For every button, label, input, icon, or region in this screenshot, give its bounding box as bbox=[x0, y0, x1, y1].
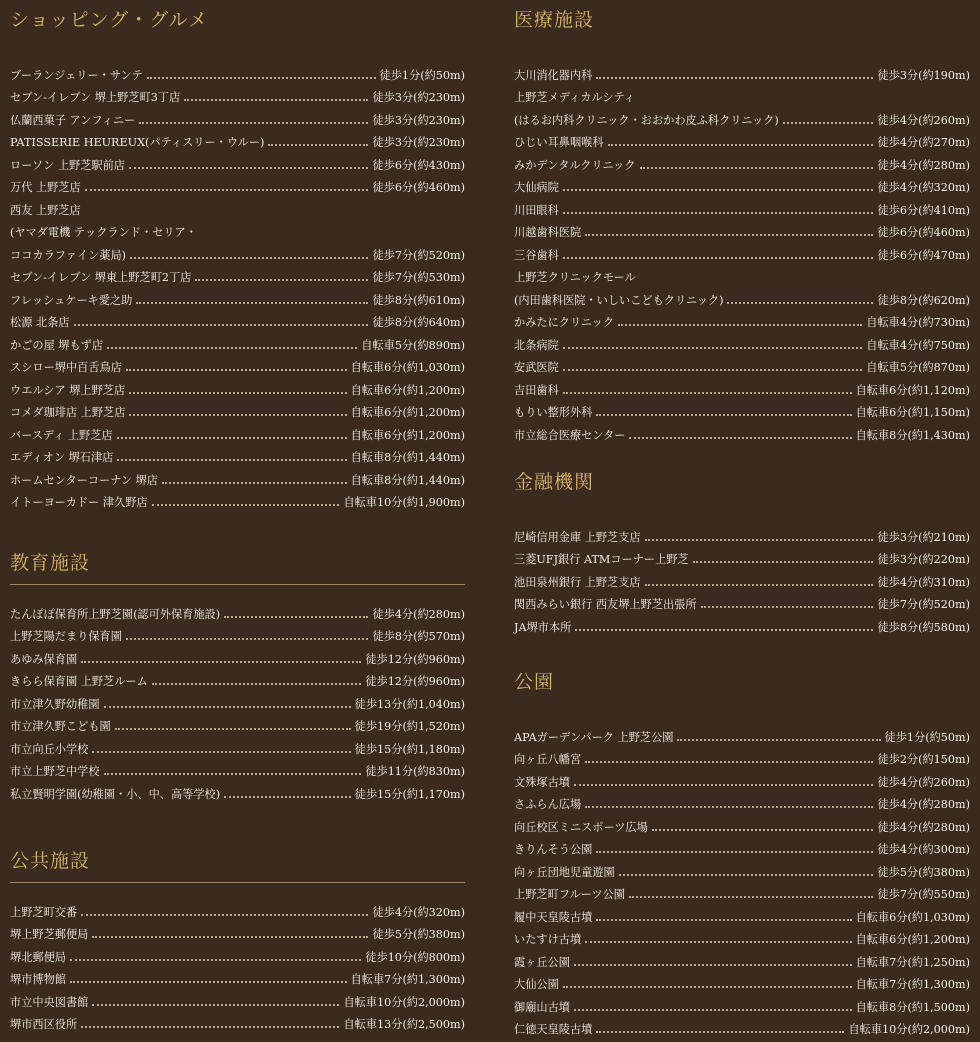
facility-distance: 徒歩1分(約50m) bbox=[379, 68, 465, 82]
facility-row bbox=[514, 83, 970, 106]
facility-distance: 徒歩6分(約430m) bbox=[372, 158, 465, 172]
facility-distance: 徒歩7分(約550m) bbox=[877, 888, 970, 901]
leader-dots bbox=[585, 941, 851, 943]
facility-name: ホームセンターコーナン 堺店 bbox=[10, 473, 158, 487]
facility-distance: 徒歩15分(約1,180m) bbox=[354, 742, 465, 756]
leader-dots bbox=[640, 167, 874, 169]
education-list bbox=[10, 599, 465, 802]
facility-distance: 自転車6分(約1,200m) bbox=[855, 933, 970, 946]
facility-name: PATISSERIE HEUREUX(パティスリー・ウルー) bbox=[10, 136, 265, 149]
public-list bbox=[10, 897, 465, 1032]
leader-dots bbox=[585, 234, 873, 236]
leader-dots bbox=[147, 77, 376, 79]
facility-distance: 徒歩8分(約610m) bbox=[372, 293, 465, 307]
facility-distance: 自転車6分(約1,120m) bbox=[855, 383, 970, 397]
leader-dots bbox=[585, 761, 873, 763]
facility-name: 堺上野芝郵便局 bbox=[10, 928, 89, 941]
facility-name: ローソン 上野芝駅前店 bbox=[10, 158, 125, 172]
facility-distance: 徒歩7分(約530m) bbox=[372, 271, 465, 284]
facility-name: きりんそう公園 bbox=[514, 843, 593, 856]
facility-distance: 徒歩4分(約280m) bbox=[877, 158, 970, 172]
leader-dots bbox=[618, 324, 862, 326]
facility-row bbox=[10, 353, 465, 376]
facility-row bbox=[514, 812, 970, 835]
leader-dots bbox=[85, 189, 369, 191]
leader-dots bbox=[152, 683, 362, 685]
facility-name: APAガーデンパーク 上野芝公園 bbox=[514, 730, 674, 744]
facility-row bbox=[514, 767, 970, 790]
facility-row bbox=[10, 195, 465, 218]
facility-name: かごの屋 堺もず店 bbox=[10, 338, 104, 352]
education-section bbox=[10, 549, 465, 802]
facility-name: ココカラファイン薬局) bbox=[10, 248, 127, 262]
facility-row bbox=[514, 353, 970, 376]
facility-name: 大川消化器内科 bbox=[514, 68, 593, 82]
facility-name: きらら保育園 上野芝ルーム bbox=[10, 675, 148, 688]
leader-dots bbox=[117, 459, 346, 461]
leader-dots bbox=[129, 392, 346, 394]
facility-name: たんぽぽ保育所上野芝園(認可外保育施設) bbox=[10, 607, 221, 621]
facility-distance: 自転車8分(約1,500m) bbox=[855, 1000, 970, 1014]
facility-name: イトーヨーカドー 津久野店 bbox=[10, 496, 148, 509]
leader-dots bbox=[129, 167, 368, 169]
leader-dots bbox=[701, 606, 874, 608]
facility-name: 川田眼科 bbox=[514, 203, 559, 217]
facility-row bbox=[514, 285, 970, 308]
leader-dots bbox=[677, 739, 880, 741]
facility-name: 上野芝陽だまり保育園 bbox=[10, 630, 122, 643]
parks-list bbox=[514, 722, 970, 1037]
facility-distance: 徒歩4分(約280m) bbox=[877, 820, 970, 834]
facility-row bbox=[514, 947, 970, 970]
leader-dots bbox=[224, 796, 351, 798]
facility-distance: 徒歩3分(約220m) bbox=[877, 553, 970, 566]
facility-row bbox=[10, 779, 465, 802]
leader-dots bbox=[126, 369, 347, 371]
facility-row bbox=[514, 398, 970, 421]
facility-distance: 自転車8分(約1,440m) bbox=[350, 473, 465, 487]
leader-dots bbox=[81, 661, 361, 663]
facility-row bbox=[514, 308, 970, 331]
facility-row bbox=[10, 173, 465, 196]
leader-dots bbox=[693, 561, 874, 563]
facility-name: (内田歯科医院・いしいこどもクリニック) bbox=[514, 293, 724, 307]
facility-name: (ヤマダ電機 テックランド・セリア・ bbox=[10, 226, 197, 239]
leader-dots bbox=[195, 279, 368, 281]
facility-distance: 徒歩8分(約620m) bbox=[877, 293, 970, 307]
leader-dots bbox=[596, 77, 873, 79]
facility-name: 上野芝メディカルシティ bbox=[514, 91, 635, 104]
facility-name: 西友 上野芝店 bbox=[10, 203, 81, 217]
leader-dots bbox=[563, 189, 874, 191]
facility-row bbox=[10, 308, 465, 331]
facility-row bbox=[10, 375, 465, 398]
facility-row bbox=[10, 443, 465, 466]
facility-row bbox=[10, 942, 465, 965]
leader-dots bbox=[596, 851, 873, 853]
facility-name: 大仙病院 bbox=[514, 181, 559, 194]
leader-dots bbox=[224, 616, 368, 618]
leader-dots bbox=[608, 144, 874, 146]
leader-dots bbox=[619, 874, 874, 876]
leader-dots bbox=[645, 584, 874, 586]
facility-name: 市立上野芝中学校 bbox=[10, 765, 100, 778]
facility-name: 池田泉州銀行 上野芝支店 bbox=[514, 575, 641, 589]
facility-distance: 自転車6分(約1,200m) bbox=[350, 383, 465, 397]
public-section bbox=[10, 847, 465, 1032]
facility-row bbox=[10, 285, 465, 308]
facility-name: 仁徳天皇陵古墳 bbox=[514, 1023, 593, 1036]
facility-distance: 自転車8分(約1,440m) bbox=[350, 451, 465, 464]
facility-row bbox=[10, 599, 465, 622]
facility-row bbox=[514, 992, 970, 1015]
leader-dots bbox=[126, 638, 369, 640]
facility-name: ひじい耳鼻咽喉科 bbox=[514, 136, 604, 149]
facility-row bbox=[10, 920, 465, 943]
facility-row bbox=[514, 567, 970, 590]
facility-distance: 徒歩6分(約460m) bbox=[372, 181, 465, 194]
section-title: 公共施設 bbox=[10, 850, 91, 872]
facility-row bbox=[514, 722, 970, 745]
facility-distance: 徒歩4分(約280m) bbox=[877, 798, 970, 811]
facility-row bbox=[10, 218, 465, 241]
facility-name: さふらん広場 bbox=[514, 798, 582, 811]
facility-row bbox=[514, 857, 970, 880]
facility-name: 上野芝クリニックモール bbox=[514, 271, 636, 284]
facility-name: 御廟山古墳 bbox=[514, 1000, 570, 1014]
facility-name: 向丘校区ミニスポーツ広場 bbox=[514, 820, 648, 834]
facility-name: セブン-イレブン 堺東上野芝町2丁店 bbox=[10, 271, 192, 284]
facility-row bbox=[514, 970, 970, 993]
facility-distance: 徒歩3分(約230m) bbox=[372, 113, 465, 127]
section-title: 教育施設 bbox=[10, 552, 91, 574]
section-title: 公園 bbox=[514, 671, 555, 693]
facility-name: 関西みらい銀行 西友堺上野芝出張所 bbox=[514, 598, 697, 611]
facility-row bbox=[514, 195, 970, 218]
facility-name: いたすけ古墳 bbox=[514, 933, 582, 946]
facility-row bbox=[514, 880, 970, 903]
leader-dots bbox=[107, 347, 357, 349]
facility-name: かみたにクリニック bbox=[514, 316, 615, 329]
facility-name: もりい整形外科 bbox=[514, 406, 593, 419]
facility-row bbox=[10, 488, 465, 511]
facility-row bbox=[514, 590, 970, 613]
facility-row bbox=[514, 925, 970, 948]
facility-distance: 自転車6分(約1,200m) bbox=[350, 428, 465, 442]
facility-distance: 徒歩7分(約520m) bbox=[372, 248, 465, 262]
facility-distance: 自転車5分(約870m) bbox=[866, 361, 970, 374]
leader-dots bbox=[596, 919, 851, 921]
facility-distance: 自転車13分(約2,500m) bbox=[343, 1018, 465, 1031]
leader-dots bbox=[117, 437, 347, 439]
leader-dots bbox=[92, 1004, 339, 1006]
facility-distance: 自転車6分(約1,030m) bbox=[855, 910, 970, 924]
facility-distance: 自転車5分(約890m) bbox=[361, 338, 465, 352]
facility-row bbox=[10, 105, 465, 128]
facility-name: 私立賢明学園(幼稚園・小、中、高等学校) bbox=[10, 787, 221, 801]
facility-name: 松源 北条店 bbox=[10, 316, 70, 329]
facility-row bbox=[514, 902, 970, 925]
facility-row bbox=[514, 330, 970, 353]
facility-row bbox=[10, 263, 465, 286]
facility-row bbox=[10, 150, 465, 173]
facility-row bbox=[10, 897, 465, 920]
leader-dots bbox=[585, 806, 873, 808]
facility-name: 吉田歯科 bbox=[514, 383, 559, 397]
facility-distance: 徒歩6分(約460m) bbox=[877, 226, 970, 239]
facility-name: 市立総合医療センター bbox=[514, 428, 626, 442]
leader-dots bbox=[563, 347, 862, 349]
facility-distance: 徒歩3分(約190m) bbox=[877, 68, 970, 82]
medical-list bbox=[514, 60, 970, 443]
leader-dots bbox=[92, 936, 368, 938]
section-divider bbox=[10, 584, 465, 585]
facility-name: 文殊塚古墳 bbox=[514, 775, 570, 789]
facility-distance: 徒歩4分(約320m) bbox=[372, 905, 465, 919]
section-title: 医療施設 bbox=[514, 9, 595, 31]
facility-name: 履中天皇陵古墳 bbox=[514, 910, 593, 924]
facility-row bbox=[514, 522, 970, 545]
facility-distance: 徒歩11分(約830m) bbox=[365, 765, 465, 778]
facility-row bbox=[514, 60, 970, 83]
leader-dots bbox=[563, 986, 852, 988]
facility-distance: 徒歩12分(約960m) bbox=[365, 675, 465, 688]
leader-dots bbox=[184, 99, 368, 101]
facility-name: スシロー堺中百舌鳥店 bbox=[10, 361, 122, 374]
facility-row bbox=[10, 240, 465, 263]
leader-dots bbox=[129, 414, 346, 416]
facility-distance: 徒歩2分(約150m) bbox=[877, 753, 970, 766]
facility-name: ブーランジェリー・サンテ bbox=[10, 68, 143, 82]
facility-name: 市立津久野こども園 bbox=[10, 720, 111, 733]
facility-distance: 自転車6分(約1,200m) bbox=[350, 406, 465, 419]
facility-row bbox=[10, 757, 465, 780]
facility-distance: 自転車8分(約1,430m) bbox=[855, 428, 970, 442]
facility-row bbox=[514, 790, 970, 813]
facility-distance: 徒歩4分(約260m) bbox=[877, 113, 970, 127]
facility-row bbox=[10, 398, 465, 421]
facility-row bbox=[10, 83, 465, 106]
section-title: 金融機関 bbox=[514, 471, 595, 493]
facility-name: 北条病院 bbox=[514, 338, 559, 352]
leader-dots bbox=[727, 302, 873, 304]
facility-name: 霞ヶ丘公園 bbox=[514, 955, 570, 969]
facility-distance: 自転車7分(約1,300m) bbox=[855, 978, 970, 991]
leader-dots bbox=[74, 324, 369, 326]
facility-distance: 徒歩5分(約380m) bbox=[372, 928, 465, 941]
facility-name: 仏蘭西菓子 アンフィニー bbox=[10, 113, 136, 127]
facility-name: コメダ珈琲店 上野芝店 bbox=[10, 406, 126, 419]
facility-row bbox=[514, 835, 970, 858]
facility-name: 上野芝町フルーツ公園 bbox=[514, 888, 625, 901]
facility-distance: 徒歩3分(約230m) bbox=[372, 136, 465, 149]
facility-row bbox=[514, 612, 970, 635]
facility-row bbox=[514, 105, 970, 128]
facility-row bbox=[514, 420, 970, 443]
facility-name: ウエルシア 堺上野芝店 bbox=[10, 383, 126, 397]
facility-distance: 徒歩6分(約410m) bbox=[877, 203, 970, 217]
leader-dots bbox=[563, 392, 852, 394]
facility-name: 三菱UFJ銀行 ATMコーナー上野芝 bbox=[514, 553, 689, 566]
facility-distance: 徒歩3分(約230m) bbox=[372, 91, 465, 104]
facility-name: 市立向丘小学校 bbox=[10, 742, 89, 756]
facility-name: 堺市西区役所 bbox=[10, 1018, 78, 1031]
leader-dots bbox=[70, 981, 347, 983]
finance-section bbox=[514, 468, 970, 635]
parks-section bbox=[514, 668, 970, 1037]
facility-row bbox=[10, 420, 465, 443]
leader-dots bbox=[130, 257, 368, 259]
facility-distance: 自転車4分(約730m) bbox=[866, 316, 970, 329]
facility-distance: 自転車10分(約1,900m) bbox=[343, 496, 465, 509]
facility-name: 市立津久野幼稚園 bbox=[10, 697, 100, 711]
leader-dots bbox=[645, 539, 874, 541]
leader-dots bbox=[92, 751, 350, 753]
facility-row bbox=[10, 987, 465, 1010]
facility-distance: 徒歩19分(約1,520m) bbox=[354, 720, 465, 733]
facility-name: 大仙公園 bbox=[514, 978, 559, 991]
facility-distance: 自転車7分(約1,250m) bbox=[855, 955, 970, 969]
facility-row bbox=[514, 173, 970, 196]
leader-dots bbox=[629, 437, 851, 439]
facility-row bbox=[514, 240, 970, 263]
facility-distance: 徒歩5分(約380m) bbox=[877, 865, 970, 879]
facility-distance: 自転車6分(約1,150m) bbox=[855, 406, 970, 419]
leader-dots bbox=[139, 122, 368, 124]
leader-dots bbox=[596, 414, 851, 416]
facility-distance: 自転車10分(約2,000m) bbox=[848, 1023, 970, 1036]
facility-name: (はるお内科クリニック・おおかわ皮ふ科クリニック) bbox=[514, 113, 779, 127]
facility-distance: 徒歩8分(約640m) bbox=[372, 316, 465, 329]
facility-distance: 自転車4分(約750m) bbox=[866, 338, 970, 352]
facility-name: 堺北郵便局 bbox=[10, 950, 66, 964]
leader-dots bbox=[563, 212, 874, 214]
leader-dots bbox=[574, 1009, 852, 1011]
facility-distance: 徒歩13分(約1,040m) bbox=[354, 697, 465, 711]
facility-distance: 徒歩6分(約470m) bbox=[877, 248, 970, 262]
facility-distance: 徒歩15分(約1,170m) bbox=[354, 787, 465, 801]
leader-dots bbox=[596, 1031, 844, 1033]
leader-dots bbox=[81, 1026, 339, 1028]
facility-name: エディオン 堺石津店 bbox=[10, 451, 114, 464]
facility-distance: 徒歩4分(約310m) bbox=[877, 575, 970, 589]
leader-dots bbox=[574, 784, 873, 786]
leader-dots bbox=[563, 369, 862, 371]
facility-row bbox=[10, 644, 465, 667]
facility-name: 三谷歯科 bbox=[514, 248, 559, 262]
facility-distance: 徒歩12分(約960m) bbox=[365, 652, 465, 666]
shopping-section bbox=[10, 6, 465, 510]
facility-row bbox=[514, 150, 970, 173]
leader-dots bbox=[652, 829, 874, 831]
facility-name: 万代 上野芝店 bbox=[10, 181, 81, 194]
facility-distance: 徒歩8分(約570m) bbox=[372, 630, 465, 643]
leader-dots bbox=[574, 964, 852, 966]
section-title: ショッピング・グルメ bbox=[10, 9, 209, 31]
leader-dots bbox=[162, 482, 347, 484]
leader-dots bbox=[104, 773, 362, 775]
facility-row bbox=[514, 218, 970, 241]
leader-dots bbox=[81, 914, 368, 916]
facility-distance: 徒歩4分(約300m) bbox=[877, 843, 970, 856]
facility-row bbox=[514, 263, 970, 286]
facility-name: 尼崎信用金庫 上野芝支店 bbox=[514, 530, 641, 544]
facility-distance: 徒歩10分(約800m) bbox=[365, 950, 465, 964]
leader-dots bbox=[575, 629, 873, 631]
facility-name: 市立中央図書館 bbox=[10, 995, 89, 1009]
facility-distance: 自転車6分(約1,030m) bbox=[350, 361, 465, 374]
facility-distance: 徒歩4分(約320m) bbox=[877, 181, 970, 194]
facility-distance: 自転車7分(約1,300m) bbox=[350, 973, 465, 986]
shopping-list bbox=[10, 60, 465, 510]
facility-name: 安武医院 bbox=[514, 361, 559, 374]
facility-row bbox=[10, 622, 465, 645]
leader-dots bbox=[629, 896, 873, 898]
facility-distance: 自転車10分(約2,000m) bbox=[343, 995, 465, 1009]
leader-dots bbox=[70, 959, 361, 961]
facility-distance: 徒歩8分(約580m) bbox=[877, 620, 970, 634]
facility-distance: 徒歩4分(約260m) bbox=[877, 775, 970, 789]
facility-name: 向ヶ丘団地児童遊園 bbox=[514, 865, 615, 879]
facility-name: 向ヶ丘八幡宮 bbox=[514, 753, 582, 766]
section-divider bbox=[10, 882, 465, 883]
leader-dots bbox=[563, 257, 874, 259]
facility-distance: 徒歩3分(約210m) bbox=[877, 530, 970, 544]
facility-row bbox=[10, 465, 465, 488]
facility-row bbox=[10, 330, 465, 353]
facility-row bbox=[10, 60, 465, 83]
leader-dots bbox=[152, 504, 340, 506]
finance-list bbox=[514, 522, 970, 635]
facility-row bbox=[10, 965, 465, 988]
facility-name: 川越歯科医院 bbox=[514, 226, 582, 239]
facility-row bbox=[514, 545, 970, 568]
facility-name: セブン-イレブン 堺上野芝町3丁店 bbox=[10, 91, 181, 104]
facility-name: 堺市博物館 bbox=[10, 973, 66, 986]
leader-dots bbox=[268, 144, 368, 146]
facility-name: みかデンタルクリニック bbox=[514, 158, 636, 172]
facility-row bbox=[10, 667, 465, 690]
facility-distance: 徒歩4分(約280m) bbox=[372, 607, 465, 621]
facility-row bbox=[10, 734, 465, 757]
facility-row bbox=[514, 375, 970, 398]
facility-row bbox=[514, 1015, 970, 1038]
leader-dots bbox=[783, 122, 874, 124]
medical-section bbox=[514, 6, 970, 443]
facility-distance: 徒歩1分(約50m) bbox=[884, 730, 970, 744]
facility-row bbox=[10, 712, 465, 735]
facility-distance: 徒歩7分(約520m) bbox=[877, 598, 970, 611]
facility-name: フレッシュケーキ愛之助 bbox=[10, 293, 133, 307]
facility-name: バースディ 上野芝店 bbox=[10, 428, 113, 442]
facility-name: 上野芝町交番 bbox=[10, 905, 78, 919]
leader-dots bbox=[136, 302, 368, 304]
leader-dots bbox=[115, 728, 351, 730]
facility-name: JA堺市本所 bbox=[514, 620, 572, 634]
facility-row bbox=[10, 128, 465, 151]
facility-row bbox=[514, 745, 970, 768]
facility-distance: 徒歩4分(約270m) bbox=[877, 136, 970, 149]
facility-row bbox=[10, 1010, 465, 1033]
facility-name: あゆみ保育園 bbox=[10, 652, 78, 666]
leader-dots bbox=[104, 706, 351, 708]
facility-row bbox=[10, 689, 465, 712]
facility-row bbox=[514, 128, 970, 151]
